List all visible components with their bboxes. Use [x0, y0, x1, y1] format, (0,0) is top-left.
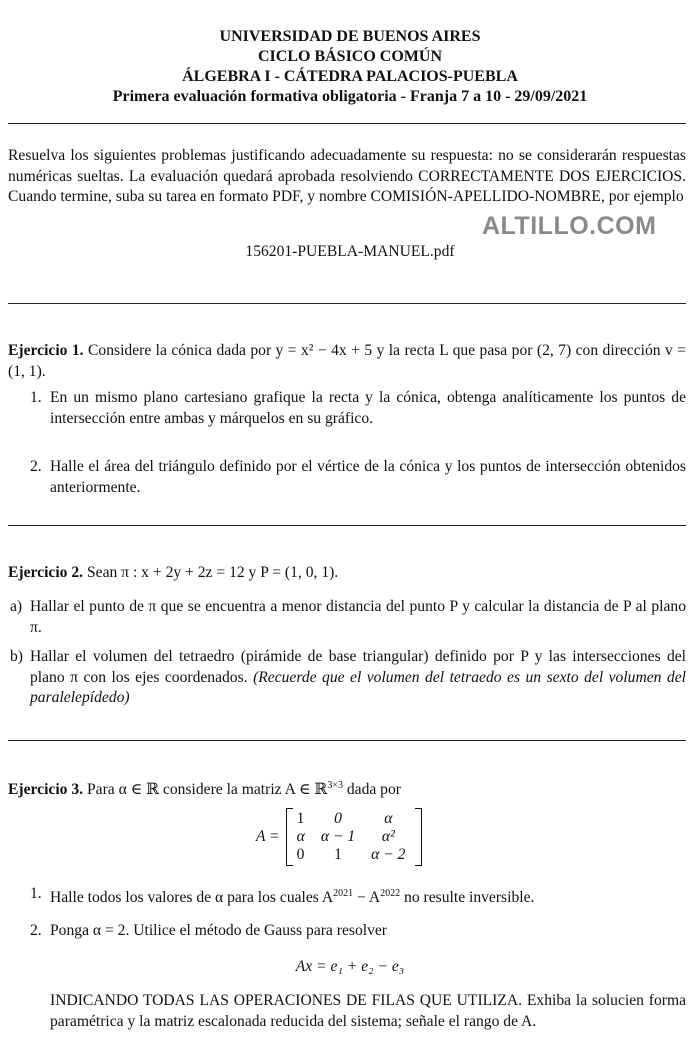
- matrix-label: A =: [256, 828, 280, 845]
- exercise-1-item-1: [30, 388, 686, 429]
- matrix-A: [256, 808, 422, 866]
- item-text: Hallar el volumen del tetraedro (pirámide de base triangular) definido por P y las intersecciones del plano π con los ejes coordenados.: [30, 648, 686, 686]
- matrix-cell: α²: [381, 828, 395, 845]
- item-text: Halle todos los valores de α para los cuales A: [50, 889, 334, 907]
- item-note: (Recuerde que el volumen del tetraedo es un sexto del volumen del paralelepídedo): [30, 668, 686, 706]
- exercise-statement: dada por: [342, 781, 401, 799]
- header-university: UNIVERSIDAD DE BUENOS AIRES: [219, 28, 481, 45]
- item-text: no resulte inversible.: [400, 889, 535, 907]
- equation: Ax = e₁ + e₂ − e₃: [295, 958, 405, 975]
- item-text: − A: [353, 889, 381, 907]
- divider: [8, 740, 686, 741]
- header-course: ÁLGEBRA I - CÁTEDRA PALACIOS-PUEBLA: [182, 68, 518, 85]
- exercise-3: [8, 776, 686, 801]
- divider: [8, 123, 686, 124]
- superscript: 2021: [333, 888, 354, 899]
- divider: [8, 525, 686, 526]
- superscript: 3×3: [327, 780, 343, 791]
- matrix-cell: 1: [334, 846, 342, 863]
- item-text: Halle el área del triángulo definido por el vértice de la cónica y los puntos de intersección obtenidos anteriormente.: [50, 458, 686, 496]
- matrix-cell: 0: [296, 846, 305, 863]
- matrix-cell: α: [384, 810, 393, 827]
- item-text: Hallar el punto de π que se encuentra a menor distancia del punto P y calcular la distancia de P al plano π.: [30, 598, 686, 636]
- exercise-title: Ejercicio 3.: [8, 781, 84, 799]
- header-cycle: CICLO BÁSICO COMÚN: [257, 48, 442, 65]
- exercise-1: [8, 341, 686, 382]
- left-bracket: [286, 808, 293, 866]
- matrix-cell: α: [296, 828, 305, 845]
- exercise-title: Ejercicio 1.: [8, 342, 84, 359]
- exercise-2-item-b: [10, 647, 686, 709]
- item-text: En un mismo plano cartesiano grafique la recta y la cónica, obtenga analíticamente los puntos de intersección entre ambas y márquelos en su gráfico.: [50, 389, 686, 427]
- exercise-2-item-a: [10, 597, 686, 638]
- matrix-cell: α − 2: [371, 846, 406, 863]
- exercise-statement: Para α ∈ ℝ considere la matriz A ∈ ℝ: [86, 781, 328, 799]
- divider: [8, 303, 686, 304]
- matrix-cell: α − 1: [320, 828, 356, 845]
- item-number: b): [10, 648, 23, 665]
- exercise-3-item-1: [30, 884, 686, 909]
- superscript: 2022: [380, 888, 401, 899]
- item-number: 2.: [30, 458, 42, 475]
- exercise-3-item-2-instructions: INDICANDO TODAS LAS OPERACIONES DE FILAS QUE UTILIZA. Exhiba la solucien forma paramétrica y la matriz escalonada reducida del sistema; señale el rango de A.: [50, 992, 686, 1030]
- exercise-statement: Considere la cónica dada por y = x² − 4x + 5 y la recta L que pasa por (2, 7) con dirección v = (1, 1).: [8, 342, 686, 380]
- matrix-cell: 1: [296, 810, 305, 827]
- item-number: 1.: [30, 885, 42, 902]
- instructions: Resuelva los siguientes problemas justificando adecuadamente su respuesta: no se considerarán respuestas numéricas sueltas. La evaluación quedará aprobada resolviendo CORRECTAMENTE DOS EJERCICIOS. Cuando termine, suba su tarea en formato PDF, y nombre COMISIÓN-APELLIDO-NOMBRE, por ejemplo: [8, 147, 686, 205]
- item-number: a): [10, 598, 23, 615]
- filename-example: 156201-PUEBLA-MANUEL.pdf: [245, 243, 455, 260]
- watermark-logo: ALTILLO.COM: [482, 212, 657, 240]
- matrix-cell: 0: [334, 810, 342, 827]
- exercise-1-item-2: [30, 457, 686, 498]
- matrix-entries: [295, 810, 414, 864]
- exercise-title: Ejercicio 2.: [8, 564, 84, 581]
- header-exam: Primera evaluación formativa obligatoria - Franja 7 a 10 - 29/09/2021: [112, 88, 588, 105]
- item-text: Ponga α = 2. Utilice el método de Gauss para resolver: [50, 922, 387, 939]
- item-number: 1.: [30, 389, 42, 406]
- exercise-3-item-2: [30, 921, 686, 942]
- exercise-statement: Sean π : x + 2y + 2z = 12 y P = (1, 0, 1).: [86, 564, 339, 581]
- item-number: 2.: [30, 922, 42, 939]
- exercise-2: [8, 563, 686, 584]
- right-bracket: [415, 808, 422, 866]
